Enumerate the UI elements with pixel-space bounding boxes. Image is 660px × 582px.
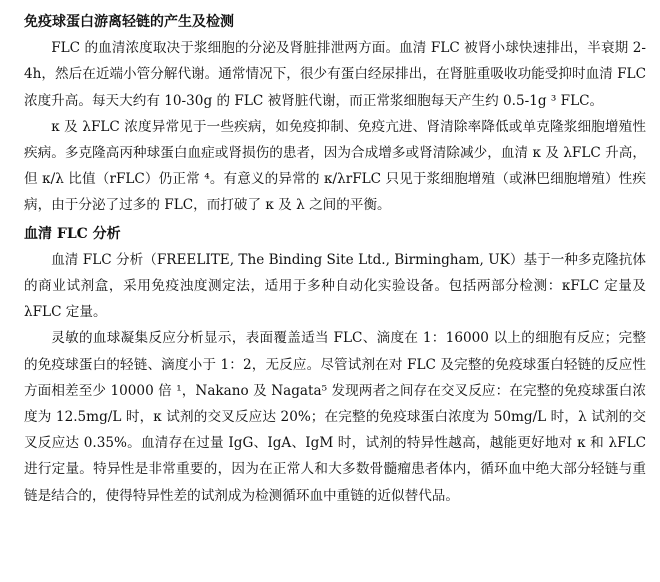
section-heading-flc-production: 免疫球蛋白游离轻链的产生及检测 bbox=[24, 14, 234, 30]
section-heading-serum-flc-analysis: 血清 FLC 分析 bbox=[24, 225, 121, 242]
paragraph-assay-specificity: 灵敏的血球凝集反应分析显示，表面覆盖适当 FLC、滴度在 1：16000 以上的细胞有反应；完整的免疫球蛋白的轻链、滴度小于 1：2，无反应。尽管试剂在对 FLC 及完整的免疫球蛋白轻链的反应性方面相差至少 10000 倍 ¹，Nakano 及 Nagata⁵ 发现两者之间存在交叉反应：在完整的免疫球蛋白浓度为 12.5mg/L 时，κ 试剂的交叉反应达 20%；在完整的免疫球蛋白浓度为 50mg/L 时，λ 试剂的交叉反应达 0.35%。血清存在过量 IgG、IgA、IgM 时，试剂的特异性越高，越能更好地对 κ 和 λFLC 进行定量。特异性是非常重要的，因为在正常人和大多数骨髓瘤患者体内，循环血中绝大部分轻链与重链是结合的，使得特异性差的试剂成为检测循环血中重链的近似替代品。 bbox=[24, 330, 646, 504]
paragraph-flc-abnormal-diseases: κ 及 λFLC 浓度异常见于一些疾病，如免疫抑制、免疫亢进、肾清除率降低或单克隆浆细胞增殖性疾病。多克隆高丙种球蛋白血症或肾损伤的患者，因为合成增多或肾清除减少，血清 κ 及 λFLC 升高，但 κ/λ 比值（rFLC）仍正常 ⁴。有意义的异常的 κ/λrFLC 只见于浆细胞增殖（或淋巴细胞增殖）性疾病，由于分泌了过多的 FLC，而打破了 κ 及 λ 之间的平衡。 bbox=[24, 118, 646, 214]
paragraph-flc-metabolism: FLC 的血清浓度取决于浆细胞的分泌及肾脏排泄两方面。血清 FLC 被肾小球快速排出，半衰期 2-4h，然后在近端小管分解代谢。通常情况下，很少有蛋白经尿排出，在肾脏重吸收功能受抑时血清 FLC 浓度升高。每天大约有 10-30g 的 FLC 被肾脏代谢，而正常浆细胞每天产生约 0.5-1g ³ FLC。 bbox=[24, 40, 646, 109]
paragraph-freelite-assay: 血清 FLC 分析（FREELITE, The Binding Site Ltd., Birmingham, UK）基于一种多克隆抗体的商业试剂盒，采用免疫浊度测定法，适用于多种自动化实验设备。包括两部分检测：κFLC 定量及 λFLC 定量。 bbox=[24, 251, 646, 321]
